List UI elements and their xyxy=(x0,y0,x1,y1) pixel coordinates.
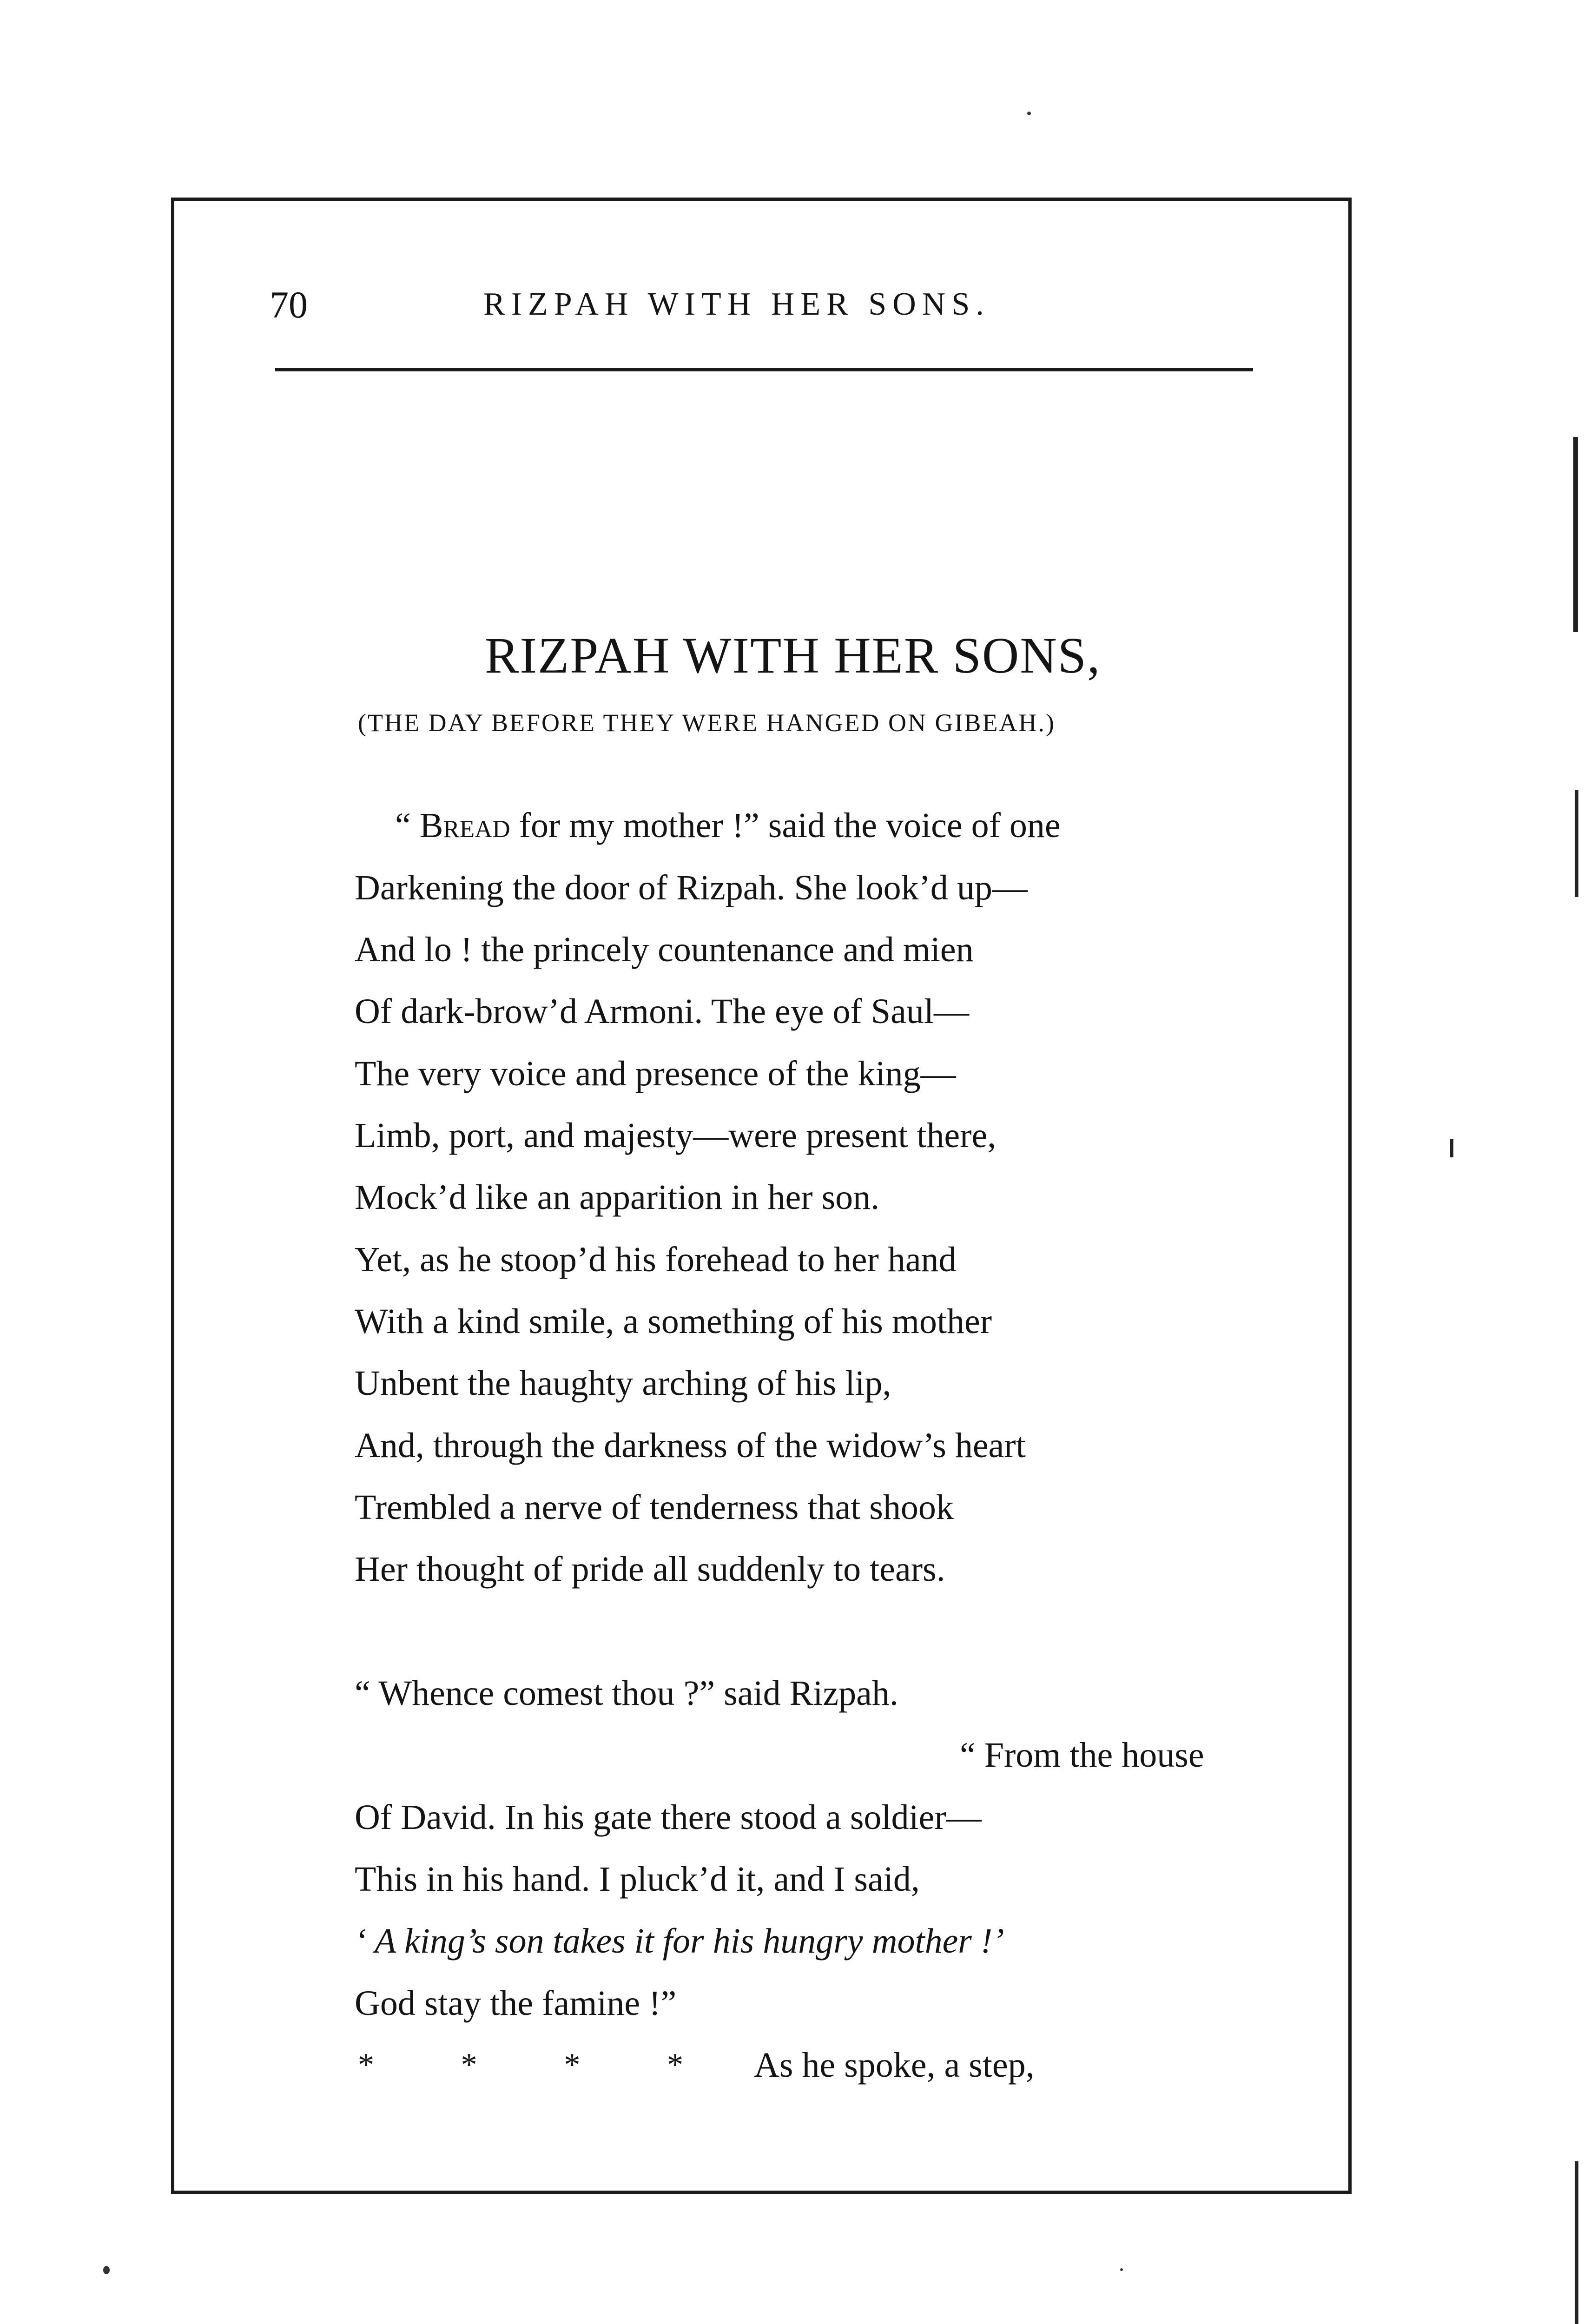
scan-speck xyxy=(103,2266,110,2274)
poem-line: With a kind smile, a something of his mother xyxy=(355,1302,992,1341)
scan-speck xyxy=(1027,112,1031,115)
page-number: 70 xyxy=(270,284,308,326)
poem-line: This in his hand. I pluck’d it, and I said, xyxy=(355,1860,920,1899)
poem-line: And, through the darkness of the widow’s heart xyxy=(355,1426,1026,1465)
poem-line: Limb, port, and majesty—were present there, xyxy=(355,1116,997,1155)
dropcap-word: “ Bread xyxy=(395,806,510,845)
poem-title: RIZPAH WITH HER SONS, xyxy=(485,627,1101,684)
poem-line-italic: ‘ A king’s son takes it for his hungry mother !’ xyxy=(355,1921,1004,1961)
poem-line: Trembled a nerve of tenderness that shook xyxy=(355,1488,954,1527)
line-text: for my mother !” said the voice of one xyxy=(510,806,1061,845)
running-head: RIZPAH WITH HER SONS. xyxy=(483,286,990,322)
poem-line: Yet, as he stoop’d his forehead to her hand xyxy=(355,1240,957,1279)
poem-line: Of David. In his gate there stood a soldier— xyxy=(355,1798,982,1837)
poem-line: Unbent the haughty arching of his lip, xyxy=(355,1364,891,1403)
header-rule xyxy=(275,368,1253,371)
poem-line: Of dark-brow’d Armoni. The eye of Saul— xyxy=(355,992,969,1031)
scan-edge-mark xyxy=(1573,437,1578,632)
scan-speck xyxy=(1450,1139,1453,1157)
poem-line: “ Whence comest thou ?” said Rizpah. xyxy=(355,1674,898,1713)
scan-edge-mark xyxy=(1575,2161,1578,2324)
poem-line: “ From the house xyxy=(960,1736,1204,1775)
scan-speck xyxy=(1120,2268,1123,2271)
scan-edge-mark xyxy=(1575,790,1578,897)
poem-line xyxy=(395,808,1061,843)
asterism xyxy=(358,2049,683,2081)
poem-line: As he spoke, a step, xyxy=(754,2046,1035,2085)
asterisk: * xyxy=(358,2047,374,2083)
asterisk: * xyxy=(564,2047,581,2083)
poem-line: And lo ! the princely countenance and mien xyxy=(355,930,974,969)
poem-line: Darkening the door of Rizpah. She look’d up— xyxy=(355,868,1028,907)
asterisk: * xyxy=(461,2047,477,2083)
poem-subtitle: (THE DAY BEFORE THEY WERE HANGED ON GIBEAH.) xyxy=(358,709,1056,737)
poem-line: The very voice and presence of the king— xyxy=(355,1054,956,1093)
asterisk: * xyxy=(667,2047,683,2083)
poem-line: Her thought of pride all suddenly to tears. xyxy=(355,1550,945,1589)
poem-line: God stay the famine !” xyxy=(355,1984,677,2023)
poem-line: Mock’d like an apparition in her son. xyxy=(355,1178,880,1217)
